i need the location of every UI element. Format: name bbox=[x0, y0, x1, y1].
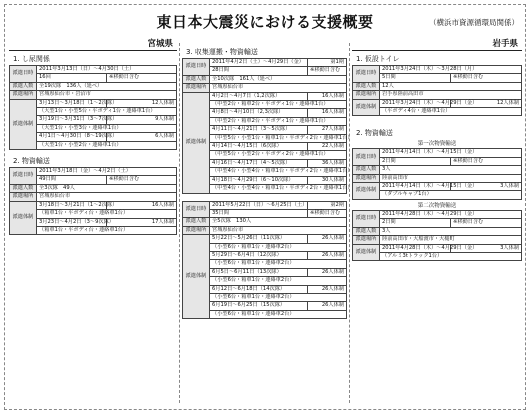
section-heading: 3. 収集運搬・物資輸送 bbox=[186, 48, 258, 56]
period-label: 派遣日時 bbox=[10, 66, 37, 83]
section-heading: 2. 物資輸送 bbox=[356, 129, 393, 138]
support-table: 派遣日時 2011年4月2日（土）〜4月29日（金） 第1期 28日間 ※移動日含む 派遣人数 全10次隊 161人（延べ） 派遣場所 宮城県仙台市 派遣体制 4月2日〜4月7日（1,2次隊） 16人体制 （中型2台・箱車2台・平ボディ1台・連絡車1台） 4月8日〜4月10日（2,3次隊） 16人体制 （中型2台・箱車2台・平ボディ1台・連絡車1台） 4月11日〜4月21日（3〜5次隊） 27人体制 （中型5台・小型1台・箱車1台・平ボディ2台・連絡車1台） 4月14日〜4月15日（6次隊） 22人体制 （中型5台・小型2台・平ボディ2台・連絡車1台） 4月16日〜4月17日（4〜5次隊） 36人体制 （中型4台・小型4台・箱車1台・平ボディ2台・連絡車1台） 4月18日〜4月29日（6〜10次隊） 30人体制 （中型4台・小型4台・箱車1台・平ボディ2台・連絡車1台） bbox=[182, 58, 347, 194]
prefecture-heading-iwate: 岩手県 bbox=[352, 35, 522, 51]
support-table: 派遣日時 2011年3月18日（金）〜4月2日（土） 49日間 ※移動日含む 派遣人数 全3次隊 49人 派遣場所 宮城県仙台市 派遣体制 3月18日〜3月21日（1〜2次隊） 16人体制 （箱車1台・平ボディ台・連絡車1台） 3月23日〜4月2日（3〜9次隊） 17人体制 （箱車1台・平ボディ台・連絡車1台） bbox=[9, 167, 177, 235]
column-divider bbox=[179, 43, 180, 403]
support-table: 派遣日時 2011年4月14日（木）〜4月15日（金） 2日間 ※移動日含む 派遣人数 3人 派遣場所 陸前高田市 派遣体制 2011年4月14日（木）〜4月15日（金） 3人体制 （ダブルキャブ1台） bbox=[352, 148, 522, 199]
section-heading: 1. 仮設トイレ bbox=[356, 55, 400, 63]
support-table: 派遣日時 2011年3月13日（日）〜4月30日（土） 16回 ※移動日含む 派遣人数 全19次隊 136人（延べ） 派遣場所 宮城県仙台市・岩沼市 派遣体制 3月13日〜3月18日（1〜2次隊） 12人体制 （大型1台・小型5台・平ボディ1台・連絡車1台） 3月19日〜3月31日（3〜7次隊） 9人体制 （大型1台・小型3台・連絡車1台） 4月1日〜4月30日（8〜19次隊） 6人体制 （大型1台・小型2台・連絡車1台） bbox=[9, 65, 177, 150]
document-title: 東日本大震災における支援概要 bbox=[156, 13, 374, 31]
sub-heading: 第一次物資輸送 bbox=[417, 141, 457, 148]
miyagi-column-right bbox=[182, 35, 353, 405]
section-heading: 1. し尿関係 bbox=[13, 55, 50, 63]
column-divider bbox=[349, 43, 350, 403]
support-table: 派遣日時 2011年5月22日（日）〜6月25日（土） 第2期 35日間 ※移動日含む 派遣人数 全5次隊 130人 派遣場所 宮城県仙台市 派遣体制 5月22日〜5月26日（11次隊） 26人体制 （小型6台・箱車1台・連絡車2台） 5月29日〜6月4日（12次隊） 26人体制 （小型6台・箱車1台・連絡車2台） 6月5日〜6月11日（13次隊） 26人体制 （小型6台・箱車1台・連絡車2台） 6月12日〜6月18日（14次隊） 26人体制 （小型6台・箱車1台・連絡車2台） 6月19日〜6月25日（15次隊） 26人体制 （小型6台・箱車1台・連絡車2台） bbox=[182, 201, 347, 320]
iwate-column bbox=[352, 35, 522, 405]
support-table: 派遣日時 2011年4月28日（木）〜4月29日（金） 2日間 ※移動日含む 派遣人数 3人 派遣場所 陸前高田市・大船渡市・大槌町 派遣体制 2011年4月28日（木）〜4月29日（金） 3人体制 （アルミ3tトラック1台） bbox=[352, 210, 522, 261]
sub-heading: 第二次物資輸送 bbox=[417, 202, 457, 209]
section-heading: 2. 物資輸送 bbox=[13, 157, 50, 166]
miyagi-column-left bbox=[9, 35, 177, 405]
document-page bbox=[4, 4, 526, 410]
support-table: 派遣日時 2011年3月24日（木）〜3月28日（月） 5日間 ※移動日含む 派遣人数 12人 派遣場所 岩手県陸前高田市 派遣体制 2011年3月24日（木）〜4月29日（金） 12人体制 （平ボディ4台・連絡車1台） bbox=[352, 65, 522, 116]
department-note: （横浜市資源循環局関係） bbox=[429, 18, 519, 27]
prefecture-heading-miyagi: 宮城県 bbox=[9, 35, 177, 51]
